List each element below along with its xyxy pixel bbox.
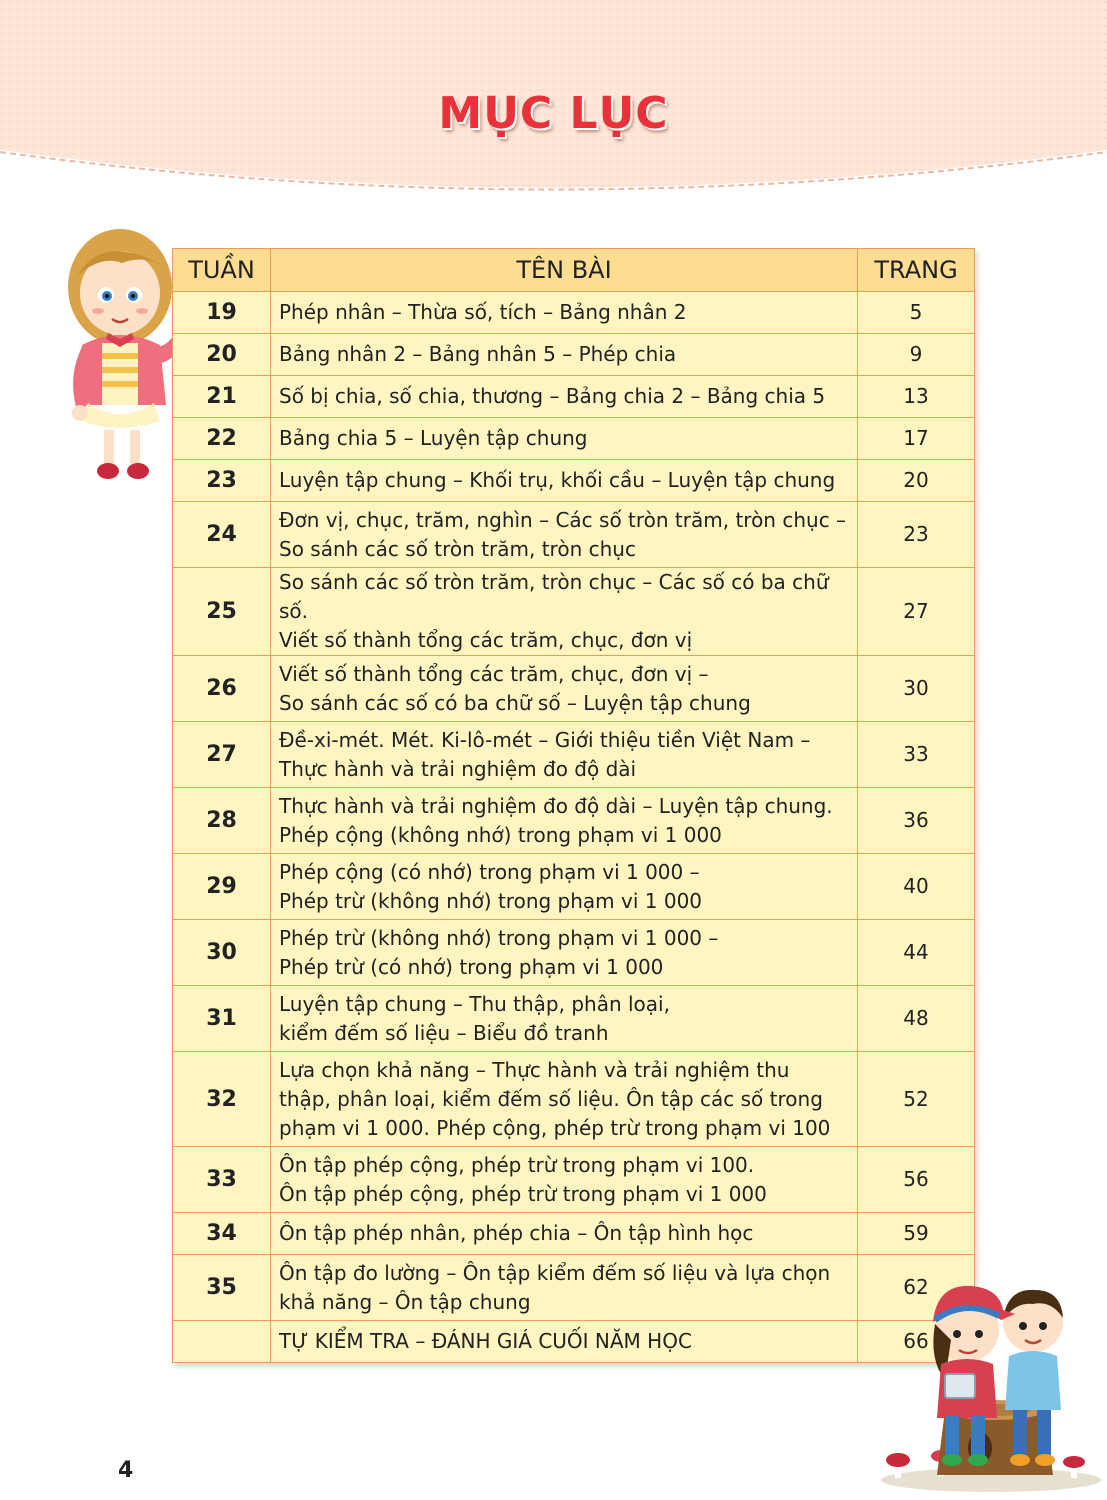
week-cell: 27 [173, 722, 271, 788]
page-cell: 13 [858, 376, 975, 418]
lesson-title-line: Ôn tập phép cộng, phép trừ trong phạm vi 100. [279, 1152, 755, 1177]
week-cell: 24 [173, 502, 271, 568]
lesson-title-line: Bảng chia 5 – Luyện tập chung [279, 426, 588, 450]
table-row [173, 418, 975, 460]
table-row [173, 854, 975, 920]
table-row [173, 334, 975, 376]
lesson-title-cell [271, 376, 858, 418]
lesson-title-line: Ôn tập phép nhân, phép chia – Ôn tập hình học [279, 1221, 754, 1245]
lesson-title-cell [271, 1147, 858, 1213]
week-cell: 28 [173, 788, 271, 854]
page-cell: 30 [858, 656, 975, 722]
page-cell: 27 [858, 568, 975, 656]
page-cell: 5 [858, 292, 975, 334]
table-row [173, 376, 975, 418]
page-cell: 44 [858, 920, 975, 986]
header-week: TUẦN [173, 249, 271, 292]
lesson-title-line: Phép trừ (không nhớ) trong phạm vi 1 000 [279, 888, 703, 913]
lesson-title-cell [271, 334, 858, 376]
lesson-title-line: thập, phân loại, kiểm đếm số liệu. Ôn tập các số trong [279, 1086, 823, 1111]
table-row [173, 1052, 975, 1147]
lesson-title-cell [271, 1052, 858, 1147]
week-cell [173, 1321, 271, 1363]
lesson-title-line: Thực hành và trải nghiệm đo độ dài – Luyện tập chung. [279, 793, 833, 818]
page-cell: 33 [858, 722, 975, 788]
table-row [173, 292, 975, 334]
page-cell: 48 [858, 986, 975, 1052]
lesson-title-cell [271, 920, 858, 986]
page-title: MỤC LỤC [438, 88, 669, 139]
table-row [173, 1213, 975, 1255]
page-number: 4 [118, 1458, 134, 1483]
table-row [173, 460, 975, 502]
lesson-title-line: Phép cộng (không nhớ) trong phạm vi 1 000 [279, 822, 722, 847]
page-cell: 40 [858, 854, 975, 920]
week-cell: 25 [173, 568, 271, 656]
toc-body [173, 292, 975, 1363]
lesson-title-line: Viết số thành tổng các trăm, chục, đơn vị [279, 628, 693, 652]
lesson-title-line: Viết số thành tổng các trăm, chục, đơn vị – [279, 661, 709, 686]
lesson-title-line: Phép trừ (có nhớ) trong phạm vi 1 000 [279, 954, 664, 979]
lesson-title-line: So sánh các số tròn trăm, tròn chục [279, 536, 636, 561]
week-cell: 20 [173, 334, 271, 376]
page-cell: 9 [858, 334, 975, 376]
week-cell: 19 [173, 292, 271, 334]
lesson-title-line: khả năng – Ôn tập chung [279, 1289, 531, 1314]
lesson-title-line: So sánh các số tròn trăm, tròn chục – Các số có ba chữ số. [279, 570, 829, 623]
lesson-title-cell [271, 722, 858, 788]
page-cell: 17 [858, 418, 975, 460]
week-cell: 35 [173, 1255, 271, 1321]
lesson-title-cell [271, 854, 858, 920]
table-row [173, 656, 975, 722]
week-cell: 30 [173, 920, 271, 986]
lesson-title-line: Đề-xi-mét. Mét. Ki-lô-mét – Giới thiệu tiền Việt Nam – [279, 727, 811, 752]
lesson-title-cell [271, 1255, 858, 1321]
header-page: TRANG [858, 249, 975, 292]
page-cell: 59 [858, 1213, 975, 1255]
week-cell: 32 [173, 1052, 271, 1147]
week-cell: 21 [173, 376, 271, 418]
week-cell: 22 [173, 418, 271, 460]
page-cell: 36 [858, 788, 975, 854]
lesson-title-line: phạm vi 1 000. Phép cộng, phép trừ trong phạm vi 100 [279, 1115, 831, 1140]
lesson-title-line: So sánh các số có ba chữ số – Luyện tập chung [279, 690, 751, 715]
page-cell: 23 [858, 502, 975, 568]
lesson-title-cell [271, 460, 858, 502]
page-cell: 66 [858, 1321, 975, 1363]
page-cell: 52 [858, 1052, 975, 1147]
lesson-title-cell [271, 1213, 858, 1255]
lesson-title-line: Luyện tập chung – Thu thập, phân loại, [279, 991, 670, 1016]
lesson-title-line: Phép cộng (có nhớ) trong phạm vi 1 000 – [279, 859, 700, 884]
lesson-title-cell [271, 568, 858, 656]
children-illustration [875, 1270, 1107, 1500]
week-cell: 31 [173, 986, 271, 1052]
lesson-title-line: Luyện tập chung – Khối trụ, khối cầu – Luyện tập chung [279, 468, 836, 492]
week-cell: 29 [173, 854, 271, 920]
table-row [173, 1147, 975, 1213]
table-header-row [173, 249, 975, 292]
table-row [173, 722, 975, 788]
page-cell: 56 [858, 1147, 975, 1213]
lesson-title-cell [271, 788, 858, 854]
page-cell: 62 [858, 1255, 975, 1321]
toc-table [172, 248, 975, 1363]
lesson-title-cell [271, 1321, 858, 1363]
table-row [173, 788, 975, 854]
week-cell: 26 [173, 656, 271, 722]
lesson-title-line: Bảng nhân 2 – Bảng nhân 5 – Phép chia [279, 342, 677, 366]
lesson-title-line: Ôn tập đo lường – Ôn tập kiểm đếm số liệu và lựa chọn [279, 1260, 831, 1285]
lesson-title-line: Ôn tập phép cộng, phép trừ trong phạm vi 1 000 [279, 1181, 767, 1206]
lesson-title-line: Phép trừ (không nhớ) trong phạm vi 1 000 – [279, 925, 719, 950]
lesson-title-line: Lựa chọn khả năng – Thực hành và trải nghiệm thu [279, 1057, 790, 1082]
table-row [173, 502, 975, 568]
lesson-title-cell [271, 502, 858, 568]
lesson-title-line: TỰ KIỂM TRA – ĐÁNH GIÁ CUỐI NĂM HỌC [279, 1329, 692, 1353]
week-cell: 23 [173, 460, 271, 502]
lesson-title-line: kiểm đếm số liệu – Biểu đồ tranh [279, 1020, 609, 1045]
lesson-title-line: Phép nhân – Thừa số, tích – Bảng nhân 2 [279, 300, 687, 324]
table-row [173, 1321, 975, 1363]
page-cell: 20 [858, 460, 975, 502]
lesson-title-cell [271, 292, 858, 334]
week-cell: 34 [173, 1213, 271, 1255]
lesson-title-line: Số bị chia, số chia, thương – Bảng chia 2 – Bảng chia 5 [279, 384, 826, 408]
lesson-title-cell [271, 418, 858, 460]
table-row [173, 920, 975, 986]
lesson-title-line: Thực hành và trải nghiệm đo độ dài [279, 756, 637, 781]
lesson-title-line: Đơn vị, chục, trăm, nghìn – Các số tròn trăm, tròn chục – [279, 507, 847, 532]
table-row [173, 986, 975, 1052]
lesson-title-cell [271, 986, 858, 1052]
lesson-title-cell [271, 656, 858, 722]
table-row [173, 1255, 975, 1321]
table-row [173, 568, 975, 656]
header-title: TÊN BÀI [271, 249, 858, 292]
week-cell: 33 [173, 1147, 271, 1213]
